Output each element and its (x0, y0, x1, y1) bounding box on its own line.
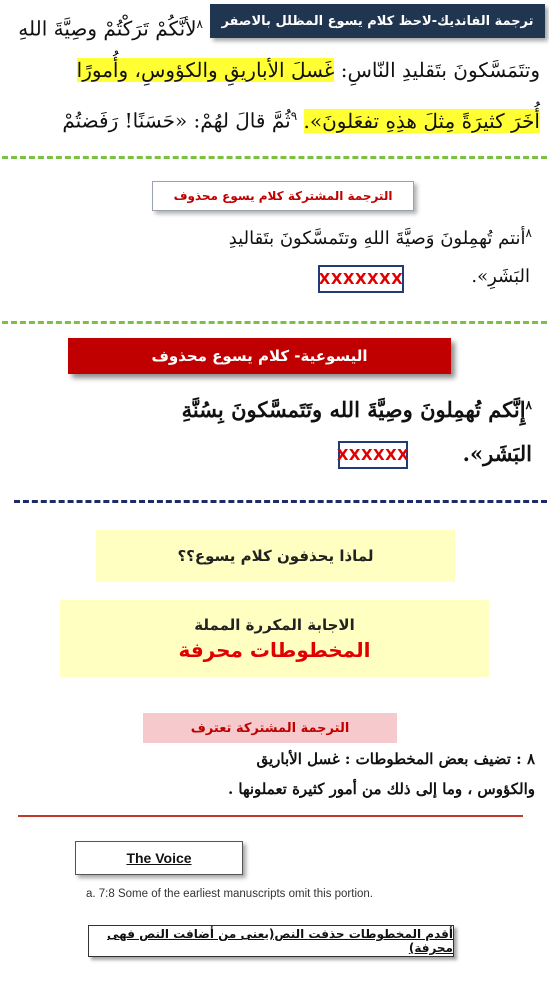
admission-line-2: والكؤوس ، وما إلى ذلك من أمور كثيرة تعملونها . (227, 780, 535, 798)
answer-line-1: الاجابة المكررة المملة (194, 615, 355, 634)
verse-8-number: ٨ (196, 17, 203, 31)
van-dyck-line-1-text: لأنَّكُمْ تَرَكْتُمْ وصِيَّةَ اللهِ (18, 16, 197, 41)
van-dyck-line-1 (8, 4, 203, 49)
common-translation-admits-label: الترجمة المشتركة تعترف (143, 713, 397, 743)
admission-number: ٨ (526, 750, 535, 768)
admission-line-1-text: : تضيف بعض المخطوطات : غسل الأباريق (256, 750, 522, 768)
removed-text-marker: XXXXXXX (318, 265, 404, 293)
jesuit-translation-label: اليسوعية- كلام يسوع محذوف (68, 338, 451, 374)
van-dyck-line-3-plain: ثُمَّ قالَ لهُمْ: «حَسَنًا! رَفَضتُمْ (62, 108, 291, 133)
jesuit-line-2: البَشَر». (462, 441, 532, 466)
van-dyck-line-2-plain: وتتَمَسَّكونَ بتَقليدِ النّاسِ: (334, 58, 540, 82)
van-dyck-line-3 (8, 96, 540, 141)
common-verse-number: ٨ (525, 226, 532, 240)
common-translation-line-1 (100, 214, 532, 258)
green-dashed-divider-2 (2, 321, 547, 324)
common-translation-line-1-text: أنتم تُهمِلونَ وَصيَّةَ اللهِ وتتَمسَّكونَ بتَقاليدِ (228, 228, 526, 249)
van-dyck-label: ترجمة الفانديك-لاحظ كلام يسوع المظلل بالاصفر (210, 4, 545, 38)
common-translation-line-2: البَشَرِ». (471, 266, 530, 287)
jesuit-verse-number: ٨ (525, 398, 532, 412)
green-dashed-divider-1 (2, 156, 547, 159)
the-voice-title: The Voice (75, 841, 243, 875)
voice-footnote: a. 7:8 Some of the earliest manuscripts omit this portion. (86, 888, 373, 900)
van-dyck-line-3-highlight: أُخَرَ كثيرَةً مِثلَ هذِهِ تفعَلونَ». (303, 108, 540, 133)
admission-line-1 (140, 745, 535, 773)
red-divider (18, 815, 523, 817)
answer-line-2: المخطوطات محرفة (178, 637, 371, 662)
answer-box (60, 600, 489, 677)
verse-9-number: ٩ (290, 109, 298, 123)
manuscripts-note: أقدم المخطوطات حذفت النص(يعنى من أضافت النص فهى محرفة) (88, 925, 454, 957)
question-box: لماذا يحذفون كلام يسوع؟؟ (96, 530, 455, 582)
removed-text-marker-2: XXXXXX (338, 441, 408, 469)
common-translation-label: الترجمة المشتركة كلام يسوع محذوف (152, 181, 414, 211)
jesuit-line-1 (60, 384, 532, 431)
van-dyck-line-2 (8, 50, 540, 90)
navy-dashed-divider (14, 500, 547, 503)
van-dyck-line-2-highlight: غَسلَ الأباريقِ والكؤوسِ، وأُمورًا (76, 58, 335, 82)
jesuit-line-1-text: إِنَّكم تُهمِلونَ وصِيَّةَ الله وتَتَمسَّكونَ بِسُنَّةِ (181, 397, 526, 422)
